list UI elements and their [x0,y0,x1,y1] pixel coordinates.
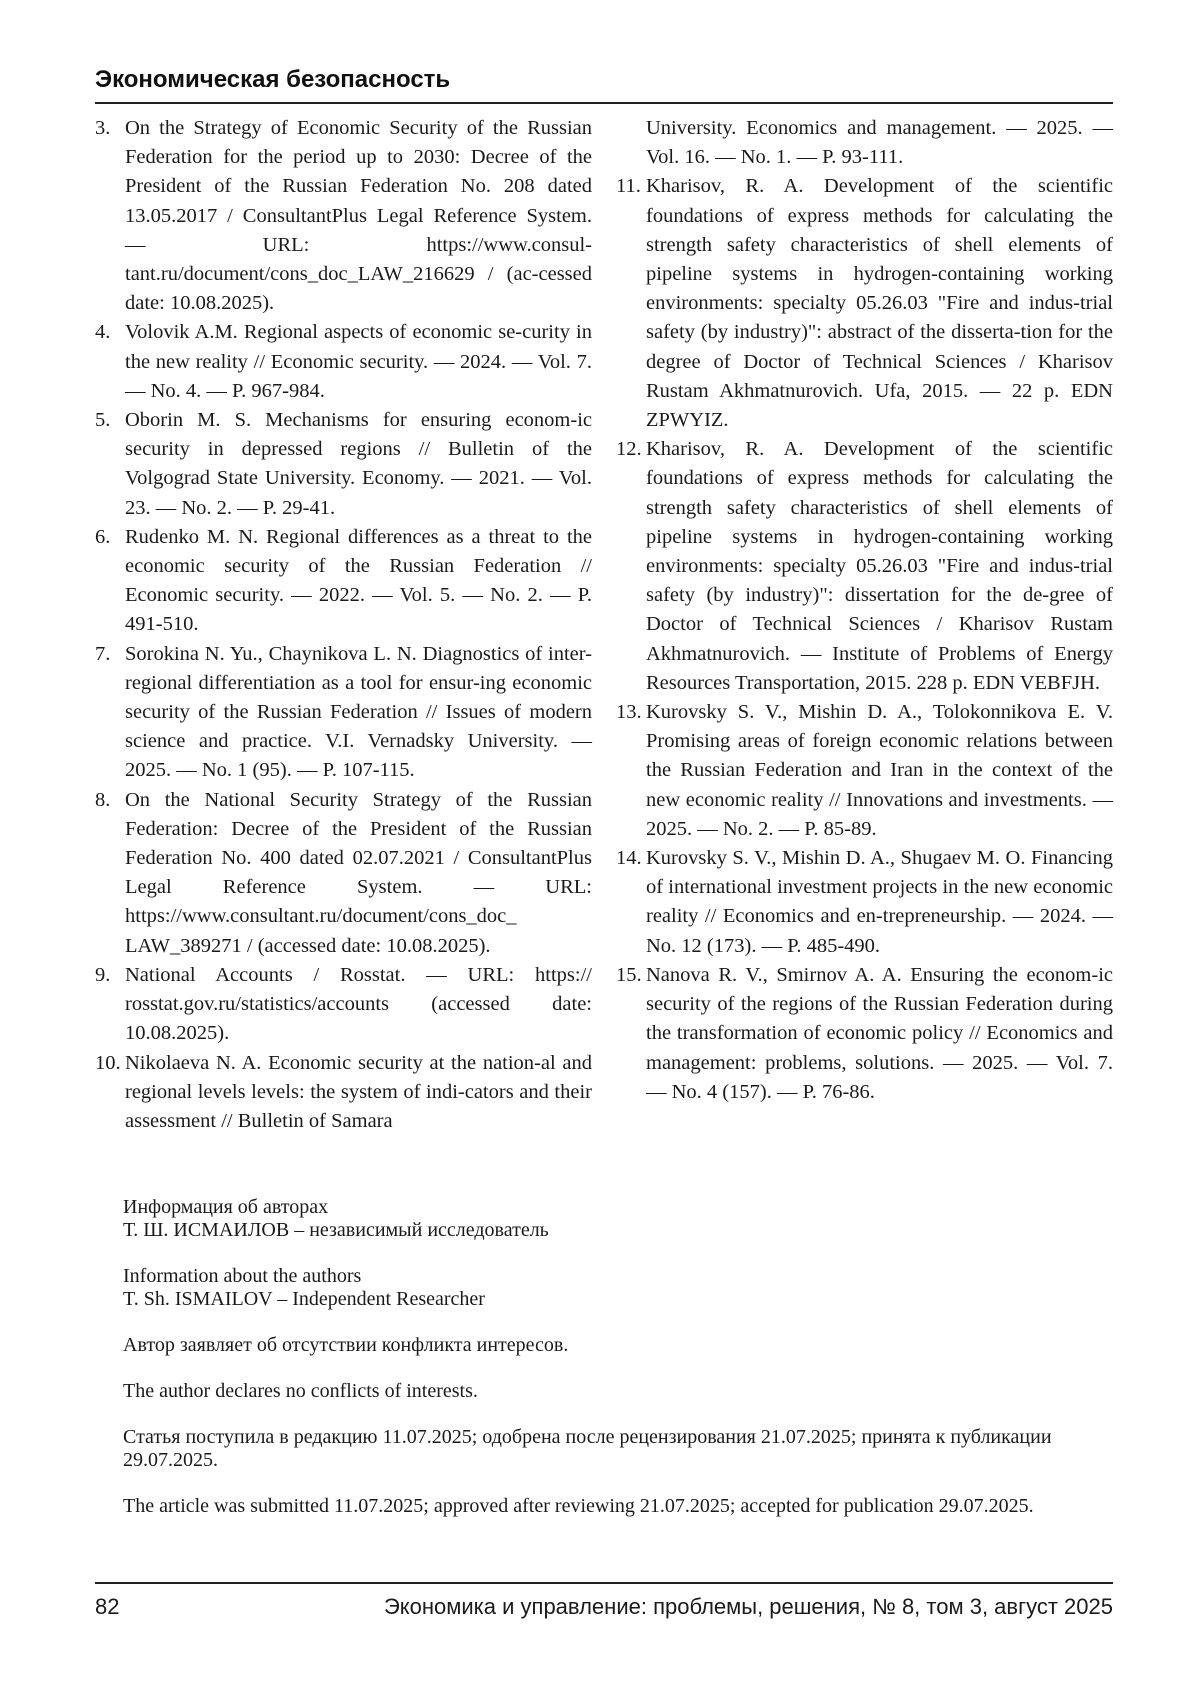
page-number: 82 [95,1594,120,1619]
reference-item [95,1049,592,1137]
reference-item [616,844,1113,961]
authors-ru-heading: Информация об авторах [123,1196,329,1218]
journal-info: Экономика и управление: проблемы, решения, № 8, том 3, август 2025 [383,1594,1113,1619]
authors-ru-block [123,1196,1083,1242]
reference-text: Kharisov, R. A. Development of the scientific foundations of express methods for calculating the strength safety characteristics of shell elements of pipeline systems in hydrogen-containing working environments: specialty 05.26.03 "Fire and indus-trial safety (by industry)": abstract of the disserta-tion for the degree of Doctor of Technical Sciences / Kharisov Rustam Akhmatnurovich. Ufa, 2015. — 22 p. EDN ZPWYIZ. [646,175,1113,432]
reference-text: On the Strategy of Economic Security of the Russian Federation for the period up to 2030: Decree of the President of the Russian Federation No. 208 dated 13.05.2017 / ConsultantPlus Legal Reference System. — URL: https://www.consul-tant.ru/document/cons_doc_LAW_216629 / (ac-cessed date: 10.08.2025). [125,117,592,315]
conflict-en-block [123,1380,1083,1403]
reference-number: 4. [95,321,111,344]
dates-en: The article was submitted 11.07.2025; approved after reviewing 21.07.2025; accepted for publication 29.07.2025. [123,1495,1034,1517]
author-information [123,1196,1083,1541]
reference-text: Nikolaeva N. A. Economic security at the nation-al and regional levels levels: the system of indi-cators and their assessment // Bulletin of Samara [125,1051,592,1132]
reference-item [616,172,1113,435]
reference-number: 3. [95,117,111,139]
reference-text: Volovik A.M. Regional aspects of economic se-curity in the new reality // Economic security. — 2024. — Vol. 7. — No. 4. — P. 967-984. [125,321,592,402]
reference-number: 9. [95,963,111,986]
footer-row [95,1584,1113,1624]
authors-en-heading: Information about the authors [123,1265,362,1287]
page-footer [95,1582,1113,1624]
reference-item [95,640,592,786]
reference-number: 10. [95,1051,121,1074]
reference-number: 15. [616,963,642,986]
reference-text: Nanova R. V., Smirnov A. A. Ensuring the econom-ic security of the regions of the Russian Federation during the transformation of economic policy // Economics and management: problems, solutions. — 2025. — Vol. 7. — No. 4 (157). — P. 76-86. [646,963,1113,1103]
reference-number: 14. [616,847,642,870]
section-title: Экономическая безопасность [95,66,451,93]
reference-text: Kharisov, R. A. Development of the scientific foundations of express methods for calculating the strength safety characteristics of shell elements of pipeline systems in hydrogen-containing working environments: specialty 05.26.03 "Fire and indus-trial safety (by industry)": dissertation for the de-gree of Doctor of Technical Sciences / Kharisov Rustam Akhmatnurovich. — Institute of Problems of Energy Resources Transportation, 2015. 228 p. EDN VEBFJH. [646,438,1113,694]
dates-ru-block [123,1426,1083,1472]
reference-item [616,698,1113,844]
reference-number: 11. [616,175,641,198]
reference-number: 6. [95,525,111,548]
reference-text: Sorokina N. Yu., Chaynikova L. N. Diagnostics of inter-regional differentiation as a tool for ensur-ing economic security of the Russian Federation // Issues of modern science and practice. V.I. Vernadsky University. — 2025. — No. 1 (95). — P. 107-115. [125,642,592,782]
reference-text: Rudenko M. N. Regional differences as a threat to the economic security of the Russian Federation // Economic security. — 2022. — Vol. 5. — No. 2. — P. 491-510. [125,525,592,636]
page-header [95,58,1113,104]
conflict-en: The author declares no conflicts of interests. [123,1380,478,1402]
authors-en-block [123,1265,1083,1311]
references-right-column [616,114,1113,1107]
reference-item [95,786,592,961]
reference-item [95,318,592,406]
reference-item [95,114,592,318]
reference-text: On the National Security Strategy of the Russian Federation: Decree of the President of the Russian Federation No. 400 dated 02.07.2021 / ConsultantPlus Legal Reference System. — URL: https://www.consultant.ru/document/cons_doc_ LAW_389271 / (accessed date: 10.08.2025). [125,788,592,957]
references-left-column [95,114,592,1136]
reference-text: Kurovsky S. V., Mishin D. A., Shugaev M. O. Financing of international investment projects in the new economic reality // Economics and en-trepreneurship. — 2024. — No. 12 (173). — P. 485-490. [646,847,1113,957]
reference-number: 13. [616,701,642,724]
header-rule [95,102,1113,104]
reference-text: National Accounts / Rosstat. — URL: https:// rosstat.gov.ru/statistics/accounts (accessed date: 10.08.2025). [125,963,592,1045]
dates-en-block [123,1495,1083,1518]
conflict-ru: Автор заявляет об отсутствии конфликта интересов. [123,1334,569,1356]
reference-text: Oborin M. S. Mechanisms for ensuring econom-ic security in depressed regions // Bulletin of the Volgograd State University. Economy. — 2021. — Vol. 23. — No. 2. — P. 29-41. [125,409,592,519]
authors-en-name: T. Sh. ISMAILOV – Independent Researcher [123,1288,485,1310]
reference-item [616,961,1113,1107]
reference-item [95,523,592,640]
reference-item [95,961,592,1049]
reference-number: 8. [95,788,111,811]
reference-continuation: University. Economics and management. — 2025. — Vol. 16. — No. 1. — P. 93-111. [646,117,1113,169]
reference-item [95,406,592,523]
reference-number: 7. [95,642,111,665]
reference-text: Kurovsky S. V., Mishin D. A., Tolokonnikova E. V. Promising areas of foreign economic relations between the Russian Federation and Iran in the context of the new economic reality // Innovations and investments. — 2025. — No. 2. — P. 85-89. [646,701,1113,840]
conflict-ru-block [123,1334,1083,1357]
reference-item [616,435,1113,698]
dates-ru: Статья поступила в редакцию 11.07.2025; одобрена после рецензирования 21.07.2025; принята к публикации 29.07.2025. [123,1426,1052,1471]
authors-ru-name: Т. Ш. ИСМАИЛОВ – независимый исследователь [123,1219,549,1241]
reference-number: 5. [95,409,111,432]
reference-number: 12. [616,438,642,461]
